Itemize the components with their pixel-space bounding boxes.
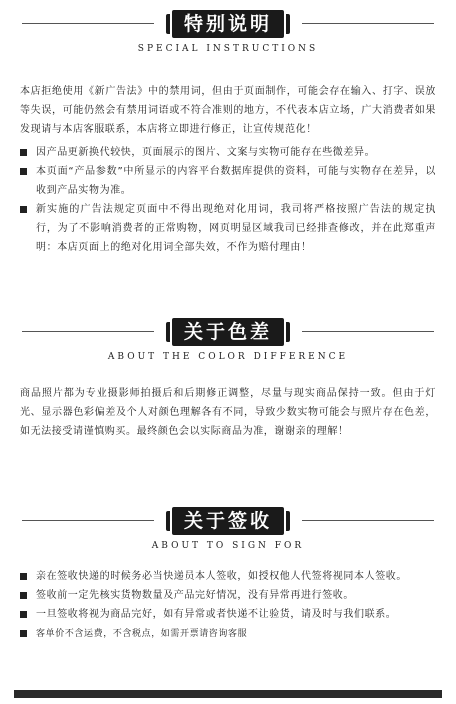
bullet-square-icon: [20, 592, 27, 599]
special-intro-text: 本店拒绝使用《新广告法》中的禁用词，但由于页面制作，可能会存在输入、打字、误放等失误，可能仍然会有禁用词语或不符合准则的地方，不代表本店立场，广大消费者如果发现请与本店客服联系，本店将立即进行修正，让宣传规范化！: [20, 86, 436, 135]
sign-for-section: [0, 501, 456, 642]
section-subtitle: ABOUT THE COLOR DIFFERENCE: [107, 352, 349, 362]
section-title: 关于签收: [172, 507, 284, 535]
special-bullet-3: [20, 200, 436, 257]
sign-bullet-1: [20, 567, 436, 586]
section-header: [0, 501, 456, 557]
section-subtitle: SPECIAL INSTRUCTIONS: [137, 44, 319, 54]
bullet-text: 签收前一定先核实货物数量及产品完好情况，没有异常再进行签收。: [36, 590, 354, 601]
sign-footnote: [20, 626, 436, 642]
bullet-text: 因产品更新换代较快，页面展示的图片、文案与实物可能存在些微差异。: [36, 147, 376, 158]
footnote-text: 客单价不含运费，不含税点，如需开票请咨询客服: [36, 629, 248, 639]
section-header: [0, 312, 456, 368]
section-subtitle: ABOUT TO SIGN FOR: [151, 541, 305, 551]
section-header: [0, 4, 456, 60]
bullet-text: 亲在签收快递的时候务必当快递员本人签收，如授权他人代签将视同本人签收。: [36, 571, 407, 582]
bullet-text: 本页面“产品参数”中所显示的内容平台数据库提供的资料，可能与实物存在差异，以收到产品实物为准。: [36, 166, 436, 196]
bullet-square-icon: [20, 573, 27, 580]
special-instructions-section: [0, 4, 456, 257]
section-title: 关于色差: [172, 318, 284, 346]
special-bullet-2: [20, 162, 436, 200]
footer-bar: [14, 690, 442, 698]
sign-bullet-3: [20, 605, 436, 624]
header-line-left: [22, 23, 154, 24]
color-difference-text: 商品照片都为专业摄影师拍摄后和后期修正调整，尽量与现实商品保持一致。但由于灯光、显示器色彩偏差及个人对颜色理解各有不同，导致少数实物可能会与照片存在色差，如无法接受请谨慎购买。最终颜色会以实际商品为准，谢谢亲的理解！: [20, 388, 436, 437]
bullet-square-icon: [20, 611, 27, 618]
bullet-square-icon: [20, 630, 27, 637]
bullet-square-icon: [20, 168, 27, 175]
sign-bullet-2: [20, 586, 436, 605]
header-line-right: [302, 331, 434, 332]
header-line-right: [302, 23, 434, 24]
bullet-text: 新实施的广告法规定页面中不得出现绝对化用词，我司将严格按照广告法的规定执行，为了不影响消费者的正常购物，网页明显区域我司已经排查修改，并在此郑重声明：本店页面上的绝对化用词全部失效，不作为赔付理由！: [36, 204, 436, 253]
bullet-text: 一旦签收将视为商品完好，如有异常或者快递不让验货，请及时与我们联系。: [36, 609, 397, 620]
bullet-square-icon: [20, 149, 27, 156]
special-bullet-1: [20, 143, 436, 162]
color-difference-section: [0, 312, 456, 441]
bullet-square-icon: [20, 206, 27, 213]
section-title: 特别说明: [172, 10, 284, 38]
header-line-left: [22, 331, 154, 332]
header-line-right: [302, 520, 434, 521]
header-line-left: [22, 520, 154, 521]
